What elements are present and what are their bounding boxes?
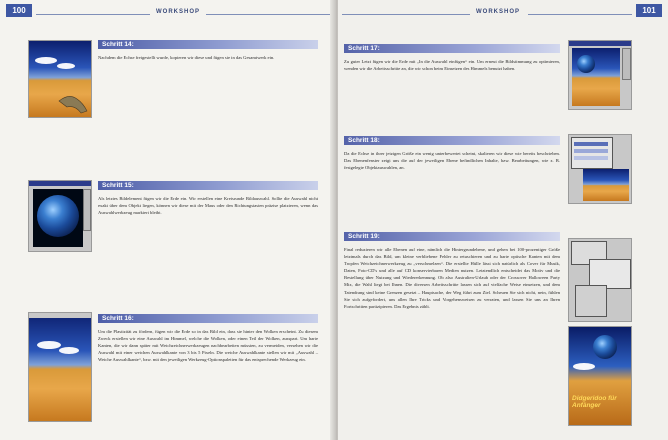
step-17-paragraph: Zu guter Letzt fügen wir die Erde mit „In die Auswahl einfügen“ ein. Um erneut die Bildstimmung zu optimieren, wenden wir die Arbeitsschritte an, die wir schon beim Einsetzen des Himmels benutzt haben. [344, 59, 560, 72]
running-head-rule [342, 14, 470, 15]
layers-window [571, 137, 613, 169]
step-18-text [344, 150, 560, 171]
step-19-title: Schritt 19: [344, 232, 560, 241]
page-number-right: 101 [636, 4, 662, 17]
running-head-rule [528, 14, 632, 15]
earth-illustration [593, 335, 617, 359]
dialog-window [575, 285, 607, 317]
step-15-title: Schritt 15: [98, 181, 318, 190]
step-17-text [344, 58, 560, 72]
earth-illustration [577, 55, 595, 73]
step-19-image [568, 238, 632, 322]
running-head-right [342, 9, 632, 19]
step-16-paragraph: Um die Plastizität zu fördern, fügen wir die Erde so in das Bild ein, dass sie hinter den Wolken erscheint. Zu diesem Zweck erstellen wir eine Auswahl im Himmel, welche die Wolken, oder einen Teil der Wolken, ausspart. Um harte Kanten, die wir dann später mit Weichzeichnerwerkzeugen nachbearbeiten müssten, zu vermeiden, versehen wir die Auswahl mit einer weichen Auswahlkante von 3 bis 5 Pixeln. Die weiche Auswahlkante stellen wir mit „Auswahl – Weiche Auswahlkante“, bzw. mit den jeweiligen Werkzeug-Optionspaletten für das entsprechende Werkzeug ein. [98, 329, 318, 363]
canvas-thumbnail [583, 169, 629, 201]
step-14-title: Schritt 14: [98, 40, 318, 49]
lizard-illustration [29, 41, 91, 117]
cover-title: Didgeridoo für Anfänger [572, 395, 617, 409]
step-18-image [568, 134, 632, 204]
step-17-title: Schritt 17: [344, 44, 560, 53]
running-head-rule [36, 14, 150, 15]
step-16-title: Schritt 16: [98, 314, 318, 323]
layer-row [574, 156, 608, 160]
cloud [37, 341, 61, 349]
cloud [573, 363, 595, 370]
title-bar [569, 41, 631, 46]
step-15-paragraph: Als letztes Bildelement fügen wir die Erde ein. Wir erstellen eine Kreisrunde Bildauswahl. Sollte die Auswahl nicht exakt über dem Objekt liegen, können wir diese mit der Maus oder den Richtungstasten präzise platzieren, wenn das Auswahlwerkzeug markiert bleibt. [98, 196, 318, 216]
step-15-image [28, 180, 92, 252]
step-18-paragraph: Da die Echse in ihrer jetzigen Größe ein wenig unterbewertet scheint, skalieren wir diese wie bereits beschrieben. Das Ebenenfenster zeigt uns die auf der jeweiligen Ebene befindlichen Inhalte, bzw. Bearbeitungen, wie z. B. festgelegte Objektauswahlen, an. [344, 151, 560, 171]
running-head-rule [206, 14, 330, 15]
cd-cover-image [568, 326, 632, 426]
layer-row [574, 149, 608, 153]
step-14-image [28, 40, 92, 118]
page-number-left: 100 [6, 4, 32, 17]
window-bar [29, 313, 91, 318]
step-19-paragraph: Final reduzieren wir alle Ebenen auf eine, nämlich die Hintergrundebene, und gehen bei 100-prozentiger Größe letztmals durch das Bild, um kleine verbliebene Fehler zu retuschieren und zu harte optische Kanten mit dem Tropfen Weichzeichnerwerkzeug zu „verschmelzen“. Die erstellte Hülle lässt sich natürlich als Cover für Musik, Daten, Foto-CD's und alle auf CD konservierbaren Medien nutzen. Letztendlich entscheidet das Motiv und die Bestellung über Nutzung und Wiedererkennung. Ob also Australien-Urlaub oder der Crossover Halloween Party Mix, die Wahl liegt bei Ihnen. Die diversen Arbeitsschritte lassen sich auf vielfache Weise einsetzen, und dem Tatendrang sind keine Grenzen gesetzt – Hauptsache, der Weg führt zum Ziel. Scheuen Sie sich nicht, nein, fühlen Sie sich aufgefordert, uns allen Ihre Tricks und Vorgehensweisen zu verraten, und lassen Sie uns an Ihren Fortschritten partizipieren. Das Ergebnis zählt. [344, 247, 560, 309]
step-15-text [98, 195, 318, 216]
running-head-text: WORKSHOP [476, 9, 520, 15]
step-16-text [98, 328, 318, 363]
running-head-left [36, 9, 330, 19]
right-page [338, 0, 668, 440]
earth-illustration [37, 195, 79, 237]
step-14-text [98, 54, 318, 61]
step-14-paragraph: Nachdem die Echse freigestellt wurde, kopieren wir diese und fügen sie in das Gesamtwerk ein. [98, 55, 275, 60]
step-19-text [344, 246, 560, 310]
tool-panel [83, 189, 91, 231]
cloud [59, 347, 79, 354]
step-18-title: Schritt 18: [344, 136, 560, 145]
tool-panel [622, 48, 631, 80]
title-bar [29, 181, 91, 186]
layer-row [574, 142, 608, 146]
running-head-text: WORKSHOP [156, 9, 200, 15]
step-16-image [28, 312, 92, 422]
step-17-image [568, 40, 632, 110]
